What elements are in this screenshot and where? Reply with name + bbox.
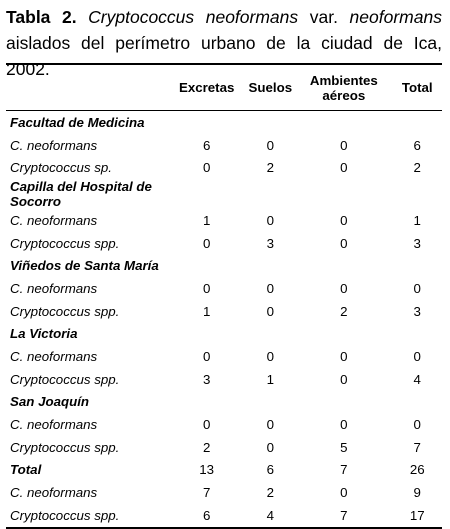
row-label: C. neoformans xyxy=(10,212,98,228)
value-cell xyxy=(168,179,245,209)
table-row xyxy=(6,209,442,232)
value-cell: 1 xyxy=(266,371,274,387)
value-cell: 0 xyxy=(266,137,274,153)
value-cell: 0 xyxy=(340,137,348,153)
value-cell: 4 xyxy=(413,371,421,387)
table-row xyxy=(6,481,442,504)
value-cell: 0 xyxy=(266,280,274,296)
value-cell: 7 xyxy=(340,462,348,478)
value-cell xyxy=(168,111,245,134)
value-cell: 1 xyxy=(202,212,211,228)
header-cell: Total xyxy=(401,80,433,95)
row-label: Cryptococcus spp. xyxy=(10,439,120,455)
caption-rest: aislados del perímetro urbano de la ciudad de Ica, 2002. xyxy=(6,33,442,79)
value-cell: 5 xyxy=(340,439,348,455)
value-cell: 0 xyxy=(266,349,274,365)
table-row xyxy=(6,413,442,436)
caption-species: Cryptococcus neoformans xyxy=(88,7,299,27)
value-cell: 7 xyxy=(202,485,211,501)
table-row xyxy=(6,504,442,528)
value-cell xyxy=(295,323,392,346)
group-row xyxy=(6,111,442,134)
value-cell: 0 xyxy=(340,485,348,501)
row-label: Cryptococcus spp. xyxy=(10,303,120,319)
value-cell: 2 xyxy=(202,439,211,455)
value-cell: 6 xyxy=(266,462,274,478)
value-cell: 1 xyxy=(413,212,421,228)
table-row xyxy=(6,345,442,368)
value-cell xyxy=(245,179,295,209)
table-row xyxy=(6,134,442,157)
value-cell: 7 xyxy=(413,439,421,455)
value-cell xyxy=(245,111,295,134)
row-label: Cryptococcus sp. xyxy=(10,160,112,176)
row-label: C. neoformans xyxy=(10,417,98,433)
value-cell: 6 xyxy=(413,137,421,153)
group-row xyxy=(6,323,442,346)
value-cell: 0 xyxy=(340,212,348,228)
value-cell: 2 xyxy=(340,303,348,319)
caption-middle: var. xyxy=(309,7,338,27)
value-cell: 3 xyxy=(266,235,274,251)
value-cell: 9 xyxy=(413,485,421,501)
value-cell: 4 xyxy=(266,507,274,523)
value-cell xyxy=(168,391,245,414)
value-cell xyxy=(168,323,245,346)
value-cell: 1 xyxy=(202,303,211,319)
value-cell: 0 xyxy=(340,160,348,176)
value-cell xyxy=(295,254,392,277)
value-cell: 3 xyxy=(413,303,421,319)
value-cell: 6 xyxy=(202,507,211,523)
value-cell: 2 xyxy=(413,160,421,176)
value-cell xyxy=(392,323,442,346)
total-row xyxy=(6,459,442,482)
group-row xyxy=(6,179,442,209)
value-cell: 0 xyxy=(413,280,421,296)
value-cell: 0 xyxy=(266,439,274,455)
header-cell xyxy=(6,64,168,111)
row-label: San Joaquín xyxy=(10,394,90,410)
table-row xyxy=(6,368,442,391)
row-label: Viñedos de Santa María xyxy=(10,258,159,274)
value-cell: 7 xyxy=(340,507,348,523)
value-cell: 0 xyxy=(413,417,421,433)
value-cell xyxy=(392,111,442,134)
value-cell xyxy=(245,391,295,414)
row-label: C. neoformans xyxy=(10,485,98,501)
table-row xyxy=(6,156,442,179)
table-row xyxy=(6,232,442,255)
value-cell: 0 xyxy=(202,280,211,296)
value-cell xyxy=(295,111,392,134)
value-cell: 0 xyxy=(340,371,348,387)
value-cell: 0 xyxy=(340,235,348,251)
value-cell: 0 xyxy=(413,349,421,365)
table-row xyxy=(6,436,442,459)
value-cell: 0 xyxy=(340,349,348,365)
caption-label: Tabla 2. xyxy=(6,7,77,27)
value-cell: 6 xyxy=(202,137,211,153)
row-label: C. neoformans xyxy=(10,280,98,296)
header-row xyxy=(6,64,442,111)
value-cell: 0 xyxy=(202,417,211,433)
value-cell: 0 xyxy=(202,349,211,365)
value-cell: 3 xyxy=(413,235,421,251)
isolates-table xyxy=(6,63,442,529)
value-cell xyxy=(392,254,442,277)
caption-variety: neoformans xyxy=(349,7,442,27)
value-cell: 3 xyxy=(202,371,211,387)
value-cell xyxy=(295,179,392,209)
value-cell xyxy=(245,323,295,346)
value-cell: 0 xyxy=(340,417,348,433)
header-cell: Suelos xyxy=(248,80,293,95)
value-cell xyxy=(168,254,245,277)
value-cell xyxy=(392,391,442,414)
row-label: C. neoformans xyxy=(10,349,98,365)
row-label: Cryptococcus spp. xyxy=(10,507,120,523)
row-label: Capilla del Hospital de Socorro xyxy=(10,179,152,210)
group-row xyxy=(6,254,442,277)
group-row xyxy=(6,391,442,414)
value-cell xyxy=(295,391,392,414)
value-cell: 0 xyxy=(340,280,348,296)
table-row xyxy=(6,300,442,323)
value-cell: 0 xyxy=(266,212,274,228)
value-cell: 2 xyxy=(266,160,274,176)
row-label: Cryptococcus spp. xyxy=(10,235,120,251)
value-cell xyxy=(245,254,295,277)
value-cell: 0 xyxy=(202,235,211,251)
table-body xyxy=(6,111,442,528)
header-cell: Excretas xyxy=(178,80,235,95)
value-cell: 0 xyxy=(266,417,274,433)
row-label: La Victoria xyxy=(10,326,78,342)
value-cell: 13 xyxy=(199,462,215,478)
value-cell: 0 xyxy=(202,160,211,176)
value-cell: 26 xyxy=(409,462,425,478)
value-cell: 2 xyxy=(266,485,274,501)
value-cell xyxy=(392,179,442,209)
value-cell: 17 xyxy=(409,507,425,523)
row-label: Cryptococcus spp. xyxy=(10,371,120,387)
table-row xyxy=(6,277,442,300)
row-label: Facultad de Medicina xyxy=(10,114,145,130)
header-cell: Ambientes aéreos xyxy=(309,72,378,103)
row-label: C. neoformans xyxy=(10,137,98,153)
row-label: Total xyxy=(10,462,42,478)
value-cell: 0 xyxy=(266,303,274,319)
